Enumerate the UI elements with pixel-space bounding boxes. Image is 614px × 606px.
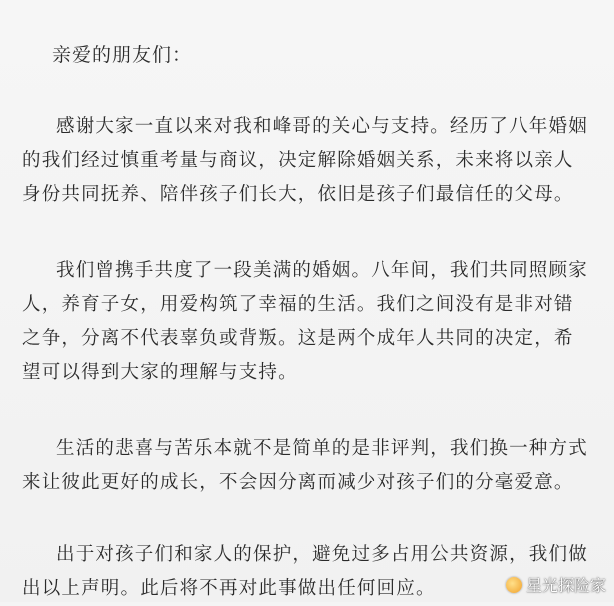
watermark-text: 星光探险家 [525,576,606,595]
paragraph-4-text: 出于对孩子们和家人的保护，避免过多占用公共资源，我们做出以上声明。此后将不再对此事做出任何回应。 [22,544,588,599]
star-logo-icon [506,577,522,593]
paragraph-2-text: 我们曾携手共度了一段美满的婚姻。八年间，我们共同照顾家人，养育子女，用爱构筑了幸福的生活。我们之间没有是非对错之争，分离不代表辜负或背叛。这是两个成年人共同的决定，希望可以得到大家的理解与支持。 [22,260,588,383]
paragraph-1-text: 感谢大家一直以来对我和峰哥的关心与支持。经历了八年婚姻的我们经过慎重考量与商议，决定解除婚姻关系，未来将以亲人身份共同抚养、陪伴孩子们长大，依旧是孩子们最信任的父母。 [22,116,588,205]
paragraph-2 [22,254,592,390]
greeting: 亲爱的朋友们： [52,44,193,66]
paragraph-3-text: 生活的悲喜与苦乐本就不是简单的是非评判，我们换一种方式来让彼此更好的成长，不会因分离而减少对孩子们的分毫爱意。 [22,438,588,493]
paragraph-1 [22,110,592,212]
paragraph-3 [22,432,592,500]
watermark [506,573,606,596]
